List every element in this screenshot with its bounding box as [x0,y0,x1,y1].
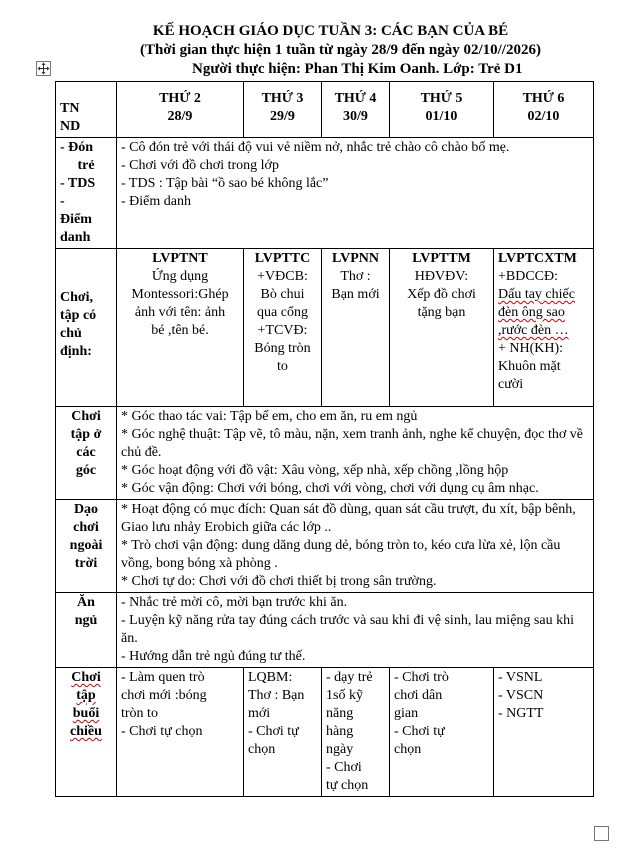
afternoon-mon: - Làm quen trò chơi mới :bóng tròn to - Chơi tự chọn [117,668,244,797]
list-item: * Góc thao tác vai: Tập bế em, cho em ăn, ru em ngủ [121,409,418,424]
list-item: - TDS : Tập bài “ồ sao bé không lắc” [121,176,329,191]
list-item: - Cô đón trẻ với thái độ vui vẻ niềm nở, nhắc trẻ chào cô chào bố mẹ. [121,140,510,155]
afternoon-wed: - dạy trẻ 1số kỹ năng hàng ngày - Chơi tự chọn [322,668,390,797]
directed-mon: LVPTNT Ứng dụng Montessori:Ghép ảnh với tên: ảnh bé ,tên bé. [117,249,244,407]
outdoor-content [117,500,594,593]
afternoon-tue: LQBM: Thơ : Bạn mới - Chơi tự chọn [244,668,322,797]
list-item: * Trò chơi vận động: dung dăng dung dẻ, bóng tròn to, kéo cưa lừa xẻ, lộn cầu vồng, bong bóng xà phòng . [121,538,561,571]
afternoon-thu: - Chơi trò chơi dân gian - Chơi tự chọn [390,668,494,797]
row-corners [56,407,594,500]
row-label-afternoon: Chơi tập buổi chiều [56,668,117,797]
row-label-outdoor: Dạo chơi ngoài trời [56,500,117,593]
directed-tue: LVPTTC +VĐCB: Bò chui qua cổng +TCVĐ: Bóng tròn to [244,249,322,407]
corner-cell [56,82,117,138]
list-item: - Chơi với đồ chơi trong lớp [121,158,279,173]
list-item: * Góc nghệ thuật: Tập vẽ, tô màu, nặn, xem tranh ảnh, nghe kể chuyện, đọc thơ về chủ đề. [121,427,584,460]
list-item: * Góc hoạt động với đồ vật: Xâu vòng, xếp nhà, xếp chồng ,lồng hộp [121,463,509,478]
list-item: * Chơi tự do: Chơi với đồ chơi thiết bị trong sân trường. [121,574,437,589]
list-item: - Hướng dẫn trẻ ngủ đúng tư thế. [121,649,306,664]
plan-title: KẾ HOẠCH GIÁO DỤC TUẦN 3: CÁC BẠN CỦA BÉ [152,23,509,39]
row-welcome [56,138,594,249]
row-label-welcome: - Đón trẻ - TDS - Điểm danh [56,138,117,249]
day-header-mon: THỨ 2 28/9 [117,82,244,138]
eat-sleep-content [117,593,594,668]
row-label-eat-sleep: Ăn ngủ [56,593,117,668]
welcome-content [117,138,594,249]
corner-tn: TN [60,101,80,116]
day-header-fri: THỨ 6 02/10 [494,82,594,138]
list-item: - Luyện kỹ năng rửa tay đúng cách trước và sau khi đi vệ sinh, lau miệng sau khi ăn. [121,613,574,646]
day-header-tue: THỨ 3 29/9 [244,82,322,138]
directed-fri: LVPTCXTM +BDCCĐ: Dấu tay chiếc đèn ông sao ,rước đèn … + NH(KH): Khuôn mặt cười [494,249,594,407]
list-item: * Hoạt động có mục đích: Quan sát đồ dùng, quan sát cầu trượt, đu xít, bập bênh, Giao lưu nhảy Erobich giữa các lớp .. [121,502,576,535]
directed-wed: LVPNN Thơ : Bạn mới [322,249,390,407]
row-afternoon [56,668,594,797]
plan-executor: Người thực hiện: Phan Thị Kim Oanh. Lớp: Trẻ D1 [192,61,523,77]
list-item: - Nhắc trẻ mời cô, mời bạn trước khi ăn. [121,595,348,610]
table-resize-handle-icon[interactable] [594,826,609,841]
corner-nd: ND [60,119,81,134]
weekly-plan-table [55,81,594,797]
row-directed [56,249,594,407]
table-header-row [56,82,594,138]
row-outdoor [56,500,594,593]
corners-content [117,407,594,500]
directed-thu: LVPTTM HĐVĐV: Xếp đồ chơi tặng bạn [390,249,494,407]
day-header-wed: THỨ 4 30/9 [322,82,390,138]
row-label-corners: Chơi tập ở các góc [56,407,117,500]
day-header-thu: THỨ 5 01/10 [390,82,494,138]
list-item: * Góc vận động: Chơi với bóng, chơi với vòng, chơi với dụng cụ âm nhạc. [121,481,539,496]
table-move-handle-icon[interactable] [36,61,51,76]
row-label-directed: Chơi, tập có chủ định: [56,249,117,407]
row-eat-sleep [56,593,594,668]
plan-period: (Thời gian thực hiện 1 tuần từ ngày 28/9 đến ngày 02/10//2026) [140,42,541,58]
list-item: - Điểm danh [121,194,191,209]
afternoon-fri: - VSNL - VSCN - NGTT [494,668,594,797]
